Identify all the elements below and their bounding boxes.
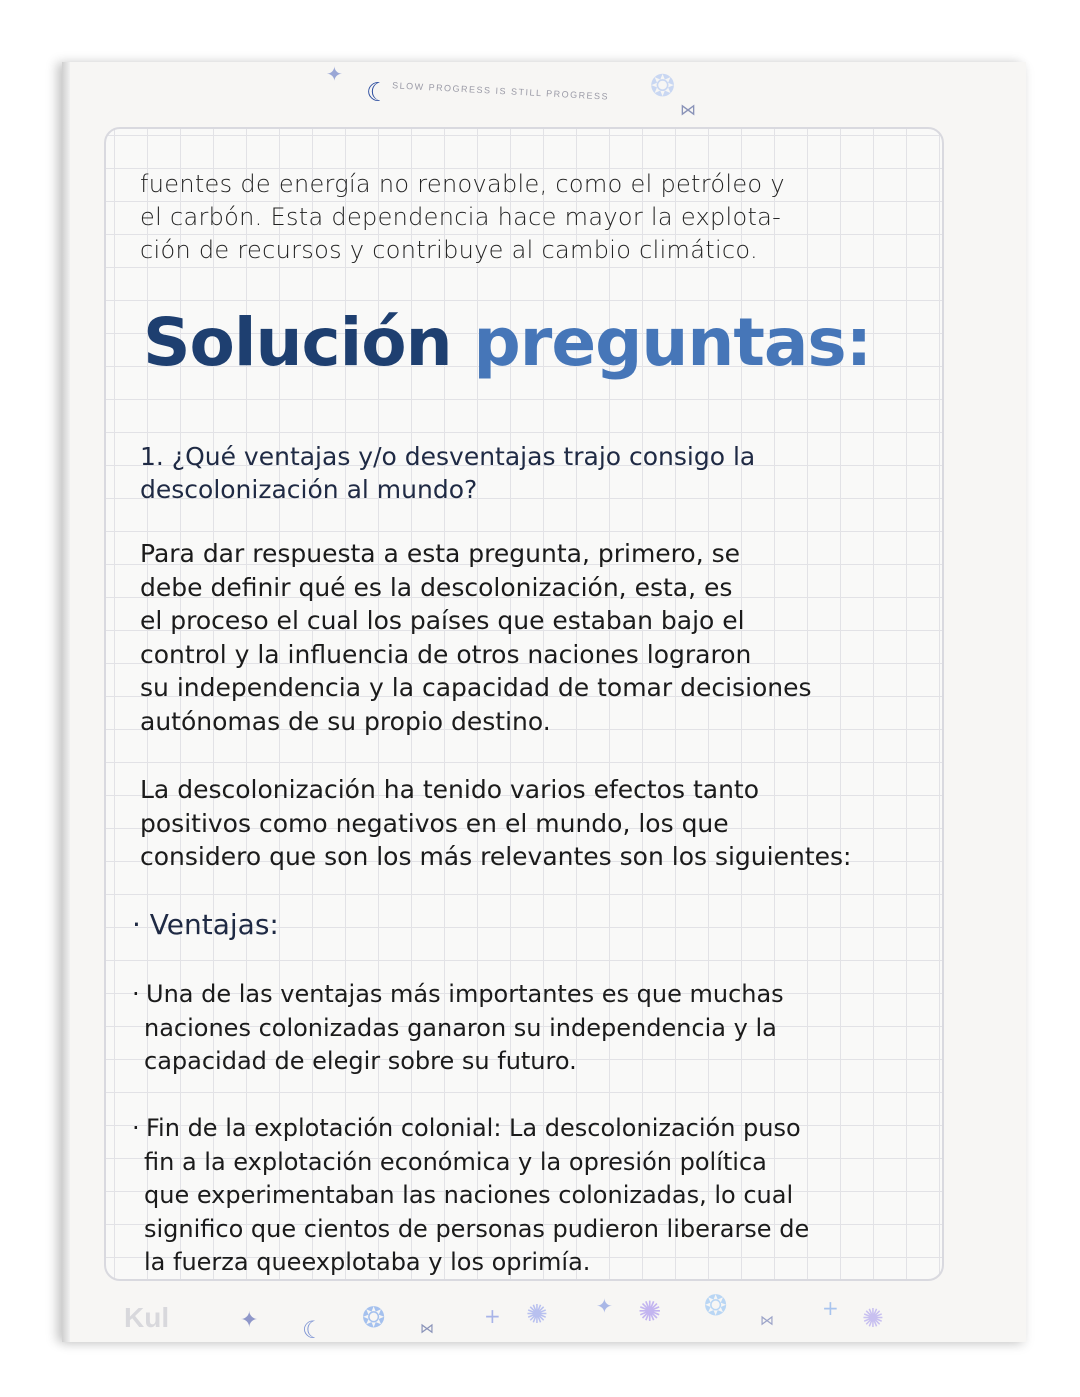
bullet-dot: · (132, 1114, 140, 1142)
paragraph-line: autónomas de su propio destino. (140, 706, 551, 736)
answer-paragraph-2 (140, 773, 851, 874)
paragraph-line: considero que son los más relevantes son los siguientes: (140, 842, 852, 871)
page-title (143, 298, 871, 388)
bullet-dot: · (132, 980, 140, 1008)
paragraph-line: Para dar respuesta a esta pregunta, primero, se (140, 539, 740, 568)
paragraph-line: su independencia y la capacidad de tomar decisiones (140, 673, 812, 702)
bullet-line: capacidad de elegir sobre su futuro. (144, 1047, 577, 1075)
intro-line: ción de recursos y contribuye al cambio climático. (140, 236, 758, 264)
title-word-1: Solución (143, 304, 452, 381)
bullet-line: Fin de la explotación colonial: La descolonización puso (146, 1114, 801, 1142)
moon-icon: ☾ (366, 78, 390, 108)
top-banner (0, 0, 1080, 130)
paragraph-line: el proceso el cual los países que estaban bajo el (140, 606, 745, 635)
question-line: descolonización al mundo? (140, 475, 478, 504)
intro-line: fuentes de energía no renovable, como el petróleo y (140, 170, 785, 198)
star-icon: + (822, 1296, 839, 1320)
bowtie-icon: ⋈ (680, 100, 696, 119)
page-binding-edge (62, 62, 70, 1342)
answer-paragraph-1 (140, 537, 812, 738)
flower-icon: ✺ (862, 1304, 884, 1334)
section-heading-ventajas: · Ventajas: (132, 908, 279, 941)
bullet-line: fin a la explotación económica y la opresión política (144, 1147, 767, 1176)
paragraph-line: La descolonización ha tenido varios efectos tanto (140, 775, 760, 804)
sun-icon: ❂ (650, 69, 676, 104)
bowtie-icon: ⋈ (420, 1321, 434, 1337)
sparkle-icon: ✦ (596, 1294, 613, 1318)
paragraph-line: debe definir qué es la descolonización, esta, es (140, 572, 733, 602)
bullet-item (132, 978, 784, 1079)
star-icon: + (484, 1304, 501, 1328)
moon-icon: ☾ (302, 1316, 324, 1344)
watermark-logo: Kul (124, 1302, 170, 1333)
sparkle-icon: ✦ (326, 62, 343, 86)
title-word-2: preguntas: (473, 304, 872, 381)
question-line: 1. ¿Qué ventajas y/o desventajas trajo consigo la (140, 442, 756, 471)
sun-icon: ❂ (362, 1301, 386, 1334)
bullet-line: significo que cientos de personas pudieron liberarse de (144, 1214, 810, 1243)
paragraph-line: control y la influencia de otros naciones lograron (140, 639, 752, 669)
flower-icon: ✺ (526, 1300, 548, 1330)
bullet-line: que experimentaban las naciones colonizadas, lo cual (144, 1181, 794, 1209)
question-block (140, 440, 755, 506)
sparkle-icon: ✦ (240, 1308, 259, 1333)
bullet-line: naciones colonizadas ganaron su independencia y la (144, 1013, 777, 1042)
sun-icon: ❂ (704, 1289, 728, 1322)
flower-icon: ✺ (638, 1295, 662, 1328)
paragraph-line: positivos como negativos en el mundo, los que (140, 808, 729, 838)
intro-line: el carbón. Esta dependencia hace mayor la explota- (140, 203, 782, 231)
bullet-line: la fuerza queexplotaba y los oprimía. (144, 1248, 591, 1276)
bullet-line: Una de las ventajas más importantes es que muchas (146, 980, 784, 1008)
banner-motto: SLOW PROGRESS IS STILL PROGRESS (391, 80, 610, 102)
bullet-item (132, 1112, 809, 1280)
bowtie-icon: ⋈ (760, 1313, 774, 1329)
